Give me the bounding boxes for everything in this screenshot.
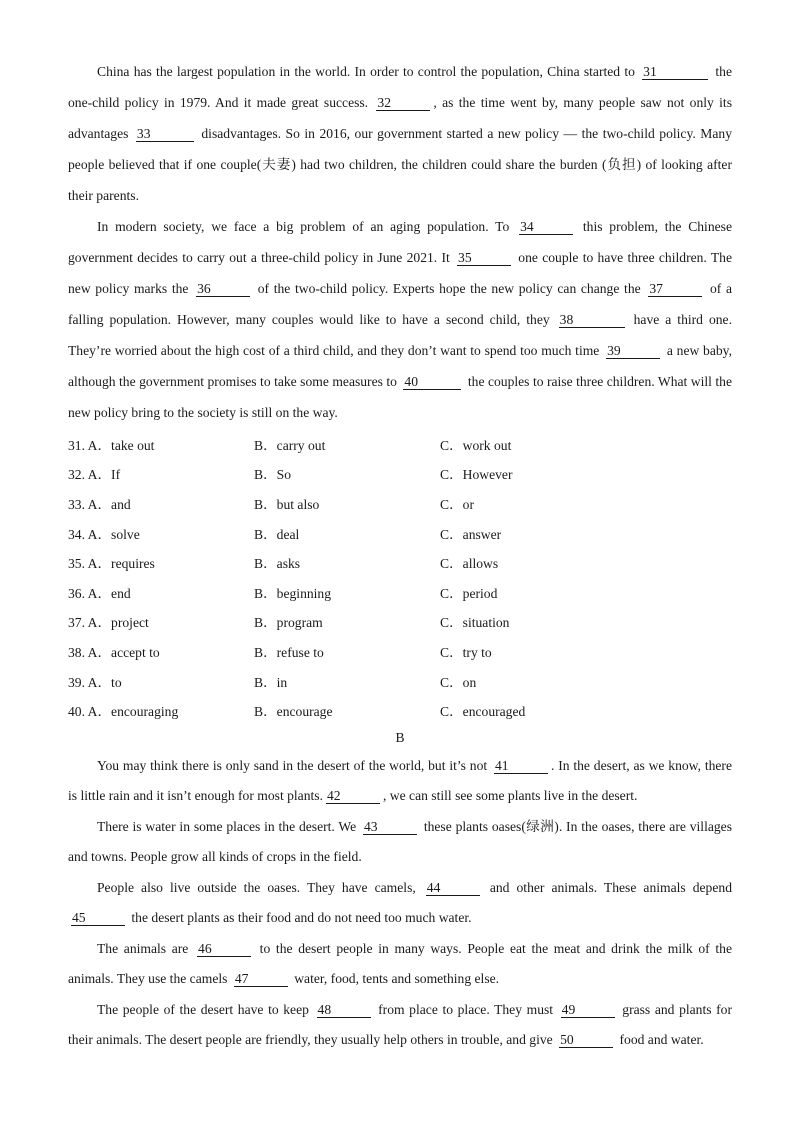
option-a[interactable]: 34. A．solve [68, 526, 140, 542]
answer-blank-37[interactable]: 37 [648, 281, 702, 297]
answer-blank-38[interactable]: 38 [559, 312, 625, 328]
passage-text: People also live outside the oases. They have camels, [97, 879, 423, 895]
option-row-31 [68, 429, 732, 459]
option-c[interactable]: C．period [440, 585, 498, 601]
passage-text: the desert plants as their food and do not need too much water. [128, 910, 472, 926]
passage-text: to the desert people in many ways. People eat the meat and drink the milk of the animals. They use the camels [68, 940, 732, 987]
passage-text: . In the desert, as we know, there is little rain and it isn’t enough for most plants. [68, 757, 732, 804]
option-row-32 [68, 459, 732, 489]
passage-a-paragraph-2 [68, 211, 732, 428]
answer-blank-47[interactable]: 47 [234, 971, 288, 987]
option-row-36 [68, 577, 732, 607]
option-c[interactable]: C．allows [440, 556, 499, 572]
option-b[interactable]: B．asks [254, 556, 301, 572]
passage-text: the one-child policy in 1979. And it made great success. [68, 64, 732, 110]
passage-text: water, food, tents and something else. [290, 971, 500, 987]
passage-text: a new baby, although the government promises to take some measures to [68, 343, 732, 389]
answer-blank-45[interactable]: 45 [71, 910, 125, 926]
passage-text: The people of the desert have to keep [97, 1001, 314, 1017]
passage-text: grass and plants for their animals. The desert people are friendly, they usually help others in trouble, and give [68, 1001, 732, 1048]
option-c[interactable]: C．try to [440, 644, 492, 660]
option-a[interactable]: 36. A．end [68, 585, 131, 601]
passage-text: In modern society, we face a big problem of an aging population. To [97, 219, 517, 234]
answer-blank-34[interactable]: 34 [519, 219, 573, 235]
passage-text: the couples to raise three children. What will the new policy bring to the society is still on the way. [68, 374, 732, 420]
option-b[interactable]: B．program [254, 615, 323, 631]
passage-text: You may think there is only sand in the desert of the world, but it’s not [97, 757, 491, 773]
passage-text: from place to place. They must [373, 1001, 558, 1017]
option-a[interactable]: 32. A．If [68, 467, 121, 483]
answer-blank-40[interactable]: 40 [403, 374, 461, 390]
option-c[interactable]: C．answer [440, 526, 502, 542]
answer-blank-36[interactable]: 36 [196, 281, 250, 297]
passage-text: disadvantages. So in 2016, our government started a new policy — the two-child policy. Many people believed that if one couple(夫妻) had two children, the children could share the burden (负担) of looking after their parents. [68, 126, 732, 203]
option-row-34 [68, 518, 732, 548]
section-heading: B [395, 729, 405, 745]
option-b[interactable]: B．So [254, 467, 292, 483]
option-c[interactable]: C．on [440, 674, 477, 690]
answer-blank-48[interactable]: 48 [317, 1002, 371, 1018]
passage-text: food and water. [616, 1032, 704, 1048]
passage-text: of a falling population. However, many couples would like to have a second child, they [68, 281, 732, 327]
option-b[interactable]: B．in [254, 674, 288, 690]
passage-text: The animals are [97, 940, 195, 956]
passage-b [68, 751, 732, 1056]
option-b[interactable]: B．carry out [254, 437, 326, 453]
option-a[interactable]: 35. A．requires [68, 556, 155, 572]
answer-blank-31[interactable]: 31 [642, 64, 708, 80]
option-b[interactable]: B．deal [254, 526, 300, 542]
answer-blank-39[interactable]: 39 [606, 343, 660, 359]
answer-blank-44[interactable]: 44 [426, 880, 480, 896]
option-a[interactable]: 39. A．to [68, 674, 122, 690]
option-b[interactable]: B．encourage [254, 704, 333, 720]
passage-b-paragraph-4 [68, 934, 732, 995]
option-row-38 [68, 636, 732, 666]
passage-b-paragraph-5 [68, 995, 732, 1056]
option-row-39 [68, 666, 732, 696]
answer-blank-33[interactable]: 33 [136, 126, 194, 142]
answer-blank-35[interactable]: 35 [457, 250, 511, 266]
answer-blank-41[interactable]: 41 [494, 758, 548, 774]
answer-blank-43[interactable]: 43 [363, 819, 417, 835]
passage-b-paragraph-1 [68, 751, 732, 812]
option-c[interactable]: C．encouraged [440, 704, 526, 720]
option-c[interactable]: C．However [440, 467, 513, 483]
passage-text: these plants oases(绿洲). In the oases, there are villages and towns. People grow all kinds of crops in the field. [68, 818, 733, 865]
passage-b-paragraph-3 [68, 873, 732, 934]
option-row-35 [68, 547, 732, 577]
passage-text: this problem, the Chinese government decides to carry out a three-child policy in June 2021. It [68, 219, 732, 265]
option-row-40 [68, 695, 732, 725]
option-a[interactable]: 33. A．and [68, 496, 131, 512]
option-a[interactable]: 37. A．project [68, 615, 149, 631]
passage-text: , we can still see some plants live in the desert. [382, 788, 638, 804]
passage-text: and other animals. These animals depend [482, 879, 732, 895]
answer-blank-50[interactable]: 50 [559, 1032, 613, 1048]
option-a[interactable]: 31. A．take out [68, 437, 155, 453]
answer-blank-42[interactable]: 42 [326, 788, 380, 804]
passage-text: have a third one. They’re worried about the high cost of a third child, and they don’t want to spend too much time [68, 312, 732, 358]
passage-a-paragraph-1 [68, 56, 732, 211]
option-a[interactable]: 40. A．encouraging [68, 704, 179, 720]
exam-page [68, 56, 732, 1056]
option-b[interactable]: B．beginning [254, 585, 332, 601]
passage-text: There is water in some places in the desert. We [97, 818, 360, 834]
answer-blank-32[interactable]: 32 [376, 95, 430, 111]
passage-text: China has the largest population in the world. In order to control the population, China started to [97, 64, 640, 79]
option-c[interactable]: C．or [440, 496, 474, 512]
option-b[interactable]: B．but also [254, 496, 320, 512]
passage-text: of the two-child policy. Experts hope the new policy can change the [253, 281, 646, 296]
passage-b-paragraph-2 [68, 812, 732, 873]
answer-blank-46[interactable]: 46 [197, 941, 251, 957]
option-b[interactable]: B．refuse to [254, 644, 324, 660]
option-a[interactable]: 38. A．accept to [68, 644, 160, 660]
passage-text: , as the time went by, many people saw not only its advantages [68, 95, 732, 141]
option-c[interactable]: C．work out [440, 437, 512, 453]
option-c[interactable]: C．situation [440, 615, 510, 631]
answer-blank-49[interactable]: 49 [561, 1002, 615, 1018]
answer-options [68, 429, 732, 725]
option-row-37 [68, 607, 732, 637]
passage-text: one couple to have three children. The new policy marks the [68, 250, 732, 296]
option-row-33 [68, 488, 732, 518]
